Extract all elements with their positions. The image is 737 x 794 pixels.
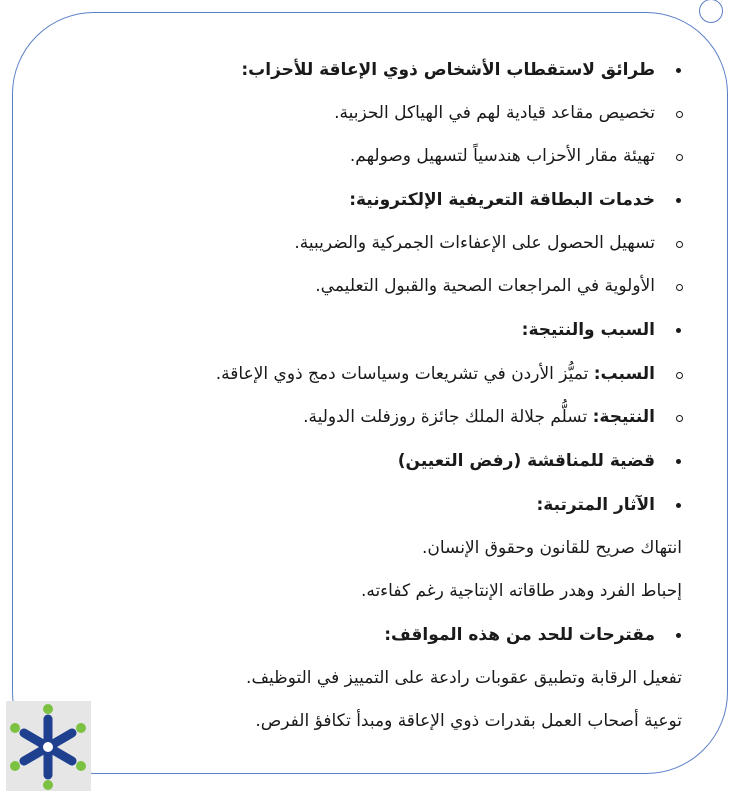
- heading-party-recruitment: طرائق لاستقطاب الأشخاص ذوي الإعاقة للأحزاب:: [241, 60, 655, 80]
- text-cause: تميُّز الأردن في تشريعات وسياسات دمج ذوي الإعاقة.: [215, 364, 594, 384]
- organization-logo: [6, 701, 91, 791]
- bullet-dot: [676, 198, 681, 203]
- label-cause: السبب:: [593, 364, 655, 384]
- paragraph-line: إحباط الفرد وهدر طاقاته الإنتاجية رغم كفاءته.: [360, 581, 682, 601]
- list-item: تسهيل الحصول على الإعفاءات الجمركية والضريبية.: [294, 233, 655, 253]
- bullet-dot: [676, 503, 681, 508]
- paragraph-line: تفعيل الرقابة وتطبيق عقوبات رادعة على التمييز في التوظيف.: [246, 668, 682, 688]
- label-result: النتيجة:: [592, 407, 655, 427]
- bullet-ring: [676, 154, 683, 161]
- heading-consequences: الآثار المترتبة:: [536, 495, 655, 515]
- bullet-ring: [676, 372, 683, 379]
- heading-proposals: مقترحات للحد من هذه المواقف:: [384, 625, 655, 645]
- bullet-dot: [676, 459, 681, 464]
- bullet-ring: [676, 415, 683, 422]
- bullet-ring: [676, 111, 683, 118]
- paragraph-line: انتهاك صريح للقانون وحقوق الإنسان.: [421, 538, 682, 558]
- bullet-ring: [676, 284, 683, 291]
- list-item: الأولوية في المراجعات الصحية والقبول التعليمي.: [315, 276, 655, 296]
- asterisk-logo-icon: [6, 701, 91, 791]
- bullet-dot: [676, 68, 681, 73]
- heading-id-card-services: خدمات البطاقة التعريفية الإلكترونية:: [349, 190, 655, 210]
- text-result: تسلُّم جلالة الملك جائزة روزفلت الدولية.: [303, 407, 593, 427]
- bullet-ring: [676, 241, 683, 248]
- list-item-result: [303, 406, 655, 428]
- bullet-dot: [676, 328, 681, 333]
- list-item: تهيئة مقار الأحزاب هندسياً لتسهيل وصولهم.: [349, 146, 655, 166]
- heading-discussion-case: قضية للمناقشة (رفض التعيين): [397, 451, 655, 471]
- paragraph-line: توعية أصحاب العمل بقدرات ذوي الإعاقة ومبدأ تكافؤ الفرص.: [255, 711, 682, 731]
- bullet-dot: [676, 633, 681, 638]
- heading-cause-effect: السبب والنتيجة:: [521, 320, 655, 340]
- list-item-cause: [216, 363, 655, 385]
- list-item: تخصيص مقاعد قيادية لهم في الهياكل الحزبية.: [334, 103, 655, 123]
